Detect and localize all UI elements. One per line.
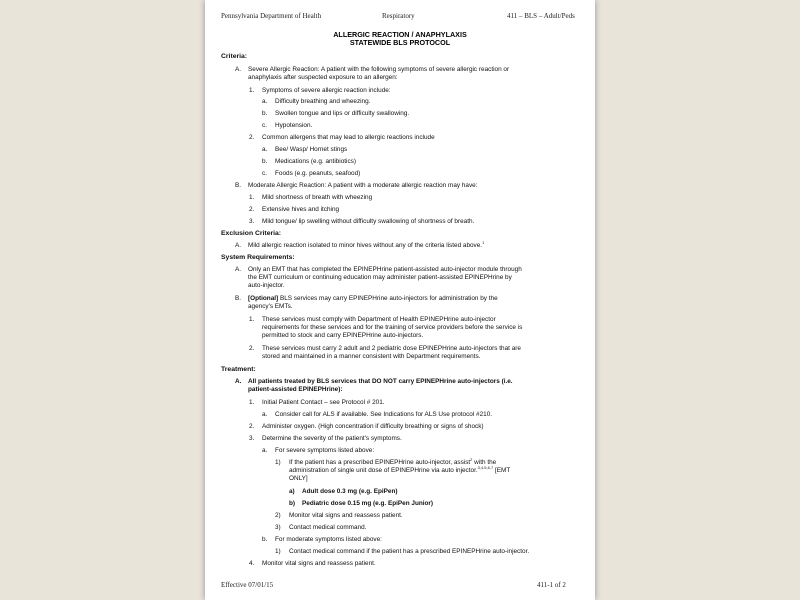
criteria-a1b-text: Swollen tongue and lips or difficulty swallowing. (275, 110, 410, 117)
treatment-3b1-text: Contact medical command if the patient has a prescribed EPINEPHrine auto-injector. (289, 548, 530, 555)
treatment-3-label: 3. (249, 435, 255, 442)
criteria-b1-text: Mild shortness of breath with wheezing (262, 194, 373, 201)
criteria-a1a-label: a. (262, 98, 268, 105)
criteria-a1c-text: Hypotension. (275, 122, 313, 129)
treatment-1a-label: a. (262, 411, 268, 418)
criteria-a-line-1: Severe Allergic Reaction: A patient with the following symptoms of severe allergic reaction or (248, 66, 510, 73)
treatment-3b1-label: 1) (275, 548, 281, 555)
treatment-3a-text: For severe symptoms listed above: (275, 447, 375, 454)
criteria-b3-label: 3. (249, 218, 255, 225)
system-b-label: B. (235, 295, 242, 302)
system-a-line-1: Only an EMT that has completed the EPINEPHrine patient-assisted auto-injector module through (248, 266, 522, 273)
system-b2-label: 2. (249, 345, 255, 352)
criteria-a1-label: 1. (249, 87, 255, 94)
treatment-3a2-label: 2) (275, 512, 281, 519)
header-category: Respiratory (382, 12, 415, 20)
treatment-3a-label: a. (262, 447, 268, 454)
criteria-a-line-2: anaphylaxis after suspected exposure to an allergen: (248, 74, 398, 81)
footnote-ref-2: 2 (470, 456, 473, 462)
criteria-a-label: A. (235, 66, 242, 73)
title-line-1: ALLERGIC REACTION / ANAPHYLAXIS (333, 30, 467, 39)
criteria-a2b-text: Medications (e.g. antibiotics) (275, 158, 356, 165)
treatment-2-label: 2. (249, 423, 255, 430)
criteria-b2-label: 2. (249, 206, 255, 213)
system-b-line-2: agency's EMTs. (248, 303, 293, 310)
treatment-3b-text: For moderate symptoms listed above: (275, 536, 382, 543)
criteria-a1c-label: c. (262, 122, 267, 129)
treatment-3a1-line-1: If the patient has a prescribed EPINEPHrine auto-injector, assist$^2$ with the (289, 456, 497, 466)
treatment-heading: Treatment: (221, 366, 256, 373)
criteria-a1a-text: Difficulty breathing and wheezing. (275, 98, 371, 105)
criteria-a2a-label: a. (262, 146, 268, 153)
treatment-3-text: Determine the severity of the patient's symptoms. (262, 435, 402, 442)
system-a-label: A. (235, 266, 242, 273)
system-b1-label: 1. (249, 316, 255, 323)
pediatric-dose-label: b) (289, 500, 296, 507)
treatment-4-text: Monitor vital signs and reassess patient. (262, 560, 376, 567)
footer-page-number: 411-1 of 2 (537, 581, 566, 589)
criteria-b1-label: 1. (249, 194, 255, 201)
treatment-3a3-text: Contact medical command. (289, 524, 367, 531)
system-a-line-3: auto-injector. (248, 282, 285, 289)
treatment-1a-text: Consider call for ALS if available. See Indications for ALS Use protocol #210. (275, 411, 493, 418)
document-page (205, 0, 595, 600)
system-b2-line-1: These services must carry 2 adult and 2 pediatric dose EPINEPHrine auto-injectors that are (262, 345, 521, 352)
adult-dose-text: Adult dose 0.3 mg (e.g. EpiPen) (302, 488, 398, 495)
header-agency: Pennsylvania Department of Health (221, 12, 322, 20)
treatment-a-line-2: patient-assisted EPINEPHrine): (248, 386, 343, 393)
pediatric-dose-text: Pediatric dose 0.15 mg (e.g. EpiPen Junior) (302, 500, 434, 507)
criteria-b2-text: Extensive hives and itching (262, 206, 340, 213)
footer-effective-date: Effective 07/01/15 (221, 581, 274, 589)
criteria-b-label: B. (235, 182, 242, 189)
footnote-refs-3-7: 3,4,5,6,7 (477, 464, 494, 470)
system-b1-line-2: requirements for these services and for the training of service providers before the service is (262, 324, 523, 331)
exclusion-a-text: Mild allergic reaction isolated to minor hives without any of the criteria listed above.$^1$ (248, 239, 485, 249)
criteria-a1b-label: b. (262, 110, 268, 117)
system-b1-line-3: permitted to stock and carry EPINEPHrine auto-injectors. (262, 332, 424, 339)
criteria-b-text: Moderate Allergic Reaction: A patient with a moderate allergic reaction may have: (248, 182, 478, 189)
criteria-a2-text: Common allergens that may lead to allergic reactions include (262, 134, 435, 141)
criteria-a1-text: Symptoms of severe allergic reaction include: (262, 87, 391, 94)
system-b-line-1: [Optional] BLS services may carry EPINEPHrine auto-injectors for administration by the (248, 295, 498, 302)
treatment-1-text: Initial Patient Contact – see Protocol # 201. (262, 399, 385, 406)
treatment-a-line-1: All patients treated by BLS services that DO NOT carry EPINEPHrine auto-injectors (i.e. (248, 378, 513, 385)
treatment-3b-label: b. (262, 536, 268, 543)
system-a-line-2: the EMT curriculum or continuing education may administer patient-assisted EPINEPHrine by (248, 274, 512, 281)
criteria-a2c-text: Foods (e.g. peanuts, seafood) (275, 170, 361, 177)
adult-dose-label: a) (289, 488, 295, 495)
criteria-a2b-label: b. (262, 158, 268, 165)
header-protocol-number: 411 – BLS – Adult/Peds (507, 12, 575, 20)
treatment-3a3-label: 3) (275, 524, 281, 531)
treatment-3a1-line-3: ONLY] (289, 475, 308, 482)
treatment-3a2-text: Monitor vital signs and reassess patient. (289, 512, 403, 519)
treatment-1-label: 1. (249, 399, 255, 406)
exclusion-a-label: A. (235, 242, 242, 249)
criteria-a2-label: 2. (249, 134, 255, 141)
treatment-4-label: 4. (249, 560, 255, 567)
title-line-2: STATEWIDE BLS PROTOCOL (349, 38, 451, 47)
treatment-3a1-label: 1) (275, 459, 281, 466)
treatment-a-label: A. (235, 378, 242, 385)
criteria-a2c-label: c. (262, 170, 267, 177)
exclusion-heading: Exclusion Criteria: (221, 230, 282, 237)
system-b1-line-1: These services must comply with Department of Health EPINEPHrine auto-injector (262, 316, 496, 323)
system-b2-line-2: stored and maintained in a manner consistent with Department requirements. (262, 353, 481, 360)
treatment-3a1-line-2: administration of single unit dose of EPINEPHrine via auto injector.$^{3,4,5,6,7}$ [EMT (289, 464, 511, 474)
footnote-ref-1: 1 (482, 239, 485, 245)
criteria-b3-text: Mild tongue/ lip swelling without difficulty swallowing of shortness of breath. (262, 218, 475, 225)
treatment-2-text: Administer oxygen. (High concentration if difficulty breathing or signs of shock) (262, 423, 484, 430)
system-heading: System Requirements: (221, 254, 295, 261)
criteria-a2a-text: Bee/ Wasp/ Hornet stings (275, 146, 348, 153)
criteria-heading: Criteria: (221, 53, 248, 60)
